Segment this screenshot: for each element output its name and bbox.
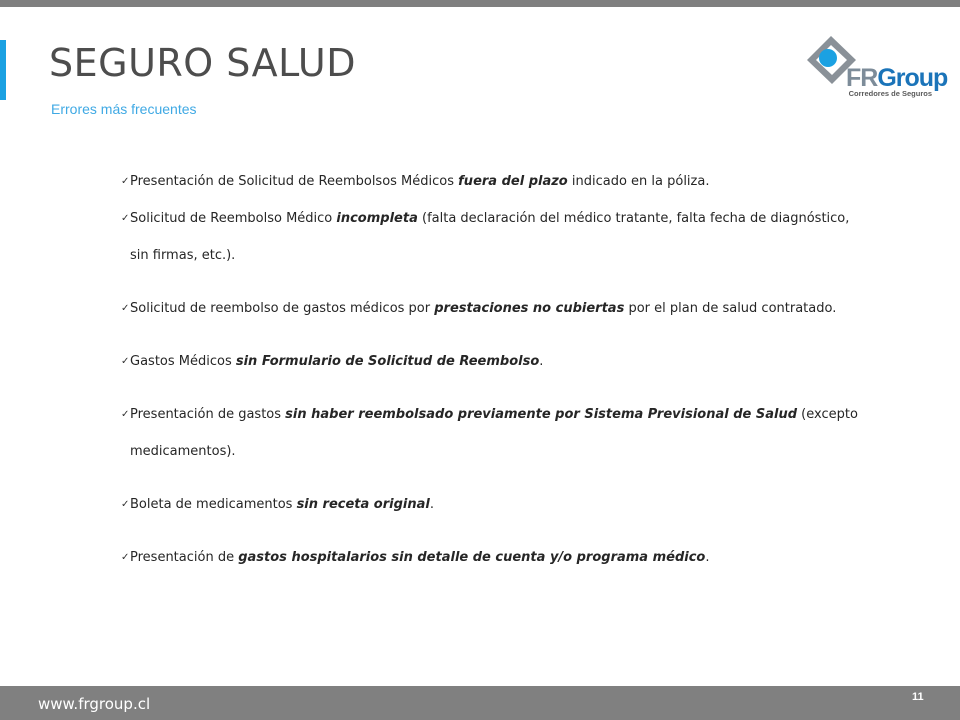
checkmark-icon: ✓ bbox=[121, 176, 130, 187]
item-text: Gastos Médicos sin Formulario de Solicitud de Reembolso. bbox=[130, 354, 544, 369]
logo-group: Group bbox=[877, 64, 948, 92]
list-item bbox=[121, 396, 858, 470]
checkmark-icon: ✓ bbox=[121, 356, 130, 367]
footer-url: www.frgroup.cl bbox=[38, 695, 151, 713]
list-item bbox=[121, 200, 851, 274]
list-item bbox=[121, 343, 851, 380]
list-item bbox=[121, 168, 851, 196]
item-text: Presentación de gastos sin haber reembolsado previamente por Sistema Previsional de Salud (excepto bbox=[130, 407, 858, 422]
item-text: Presentación de Solicitud de Reembolsos Médicos fuera del plazo indicado en la póliza. bbox=[130, 174, 710, 189]
logo-wordmark bbox=[846, 66, 947, 91]
logo-tagline: Corredores de Seguros bbox=[848, 89, 932, 98]
checkmark-icon: ✓ bbox=[121, 303, 130, 314]
frgroup-logo bbox=[806, 34, 948, 104]
item-text: Solicitud de Reembolso Médico incompleta (falta declaración del médico tratante, falta fecha de diagnóstico, bbox=[130, 211, 850, 226]
title-accent-bar bbox=[0, 40, 6, 100]
checkmark-icon: ✓ bbox=[121, 213, 130, 224]
top-bar bbox=[0, 0, 960, 7]
page-number: 11 bbox=[912, 691, 924, 703]
item-text-continued: medicamentos). bbox=[130, 444, 236, 459]
item-text-continued: sin firmas, etc.). bbox=[130, 248, 236, 263]
logo-fr: FR bbox=[846, 64, 878, 92]
item-text: Boleta de medicamentos sin receta original. bbox=[130, 497, 434, 512]
checkmark-icon: ✓ bbox=[121, 499, 130, 510]
checkmark-icon: ✓ bbox=[121, 409, 130, 420]
item-text: Solicitud de reembolso de gastos médicos por prestaciones no cubiertas por el plan de salud contratado. bbox=[130, 301, 837, 316]
list-item bbox=[121, 539, 851, 576]
errors-list bbox=[121, 168, 858, 592]
slide-subtitle: Errores más frecuentes bbox=[51, 101, 197, 117]
list-item bbox=[121, 486, 851, 523]
checkmark-icon: ✓ bbox=[121, 552, 130, 563]
slide-title: SEGURO SALUD bbox=[49, 41, 356, 85]
list-item bbox=[121, 290, 851, 327]
item-text: Presentación de gastos hospitalarios sin detalle de cuenta y/o programa médico. bbox=[130, 550, 710, 565]
